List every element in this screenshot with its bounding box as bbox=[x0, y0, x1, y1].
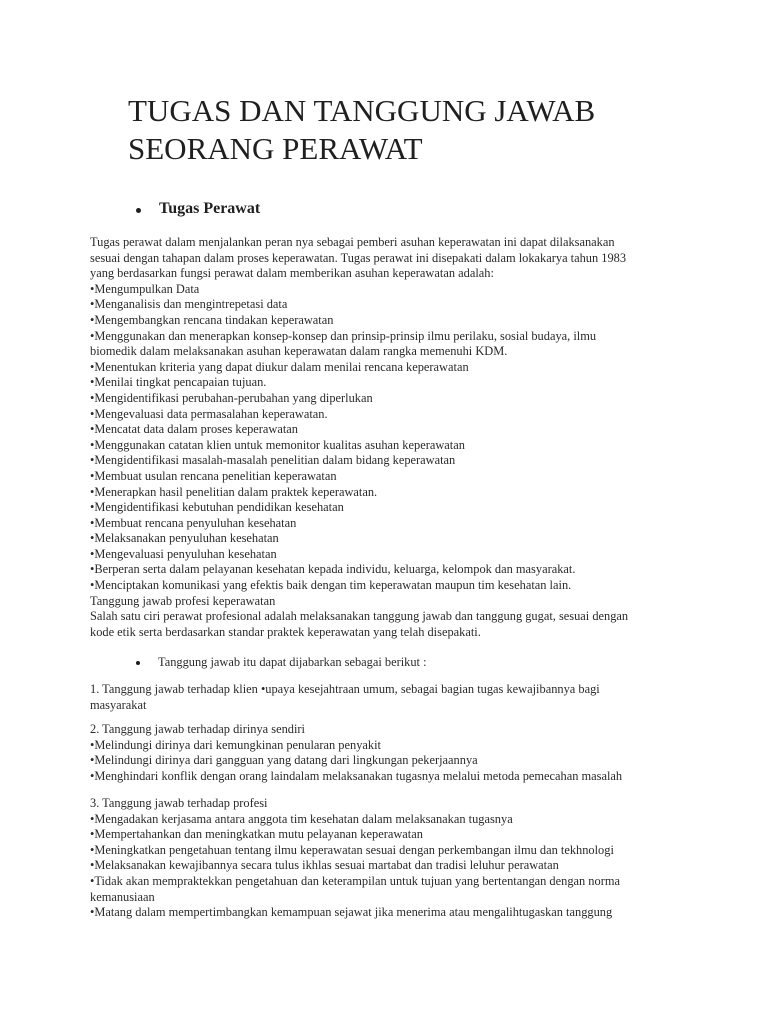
title-line-2: SEORANG PERAWAT bbox=[128, 131, 423, 166]
text-line: •Mengidentifikasi kebutuhan pendidikan kesehatan bbox=[90, 500, 344, 515]
text-line: •Membuat rencana penyuluhan kesehatan bbox=[90, 515, 297, 530]
title-line-1: TUGAS DAN TANGGUNG JAWAB bbox=[128, 93, 596, 128]
text-line: •Mengadakan kerjasama antara anggota tim kesehatan dalam melaksanakan tugasnya bbox=[90, 811, 513, 826]
text-line: •Menggunakan dan menerapkan konsep-konsep dan prinsip-prinsip ilmu perilaku, sosial budaya, ilmu bbox=[90, 328, 597, 343]
responsibility-client bbox=[90, 682, 670, 713]
text-line: 3. Tanggung jawab terhadap profesi bbox=[90, 796, 268, 810]
text-line: •Tidak akan mempraktekkan pengetahuan dan keterampilan untuk tujuan yang bertentangan dengan norma bbox=[90, 873, 620, 888]
text-line: •Menciptakan komunikasi yang efektis baik dengan tim keperawatan maupun tim kesehatan lain. bbox=[90, 578, 572, 593]
responsibility-profession bbox=[90, 796, 670, 921]
text-line: kode etik serta berdasarkan standar praktek keperawatan yang telah disepakati. bbox=[90, 624, 481, 639]
text-line: •Melaksanakan kewajibannya secara tulus ikhlas sesuai martabat dan tradisi leluhur perawatan bbox=[90, 858, 559, 873]
text-line: •Menilai tingkat pencapaian tujuan. bbox=[90, 375, 267, 390]
text-line: Tanggung jawab profesi keperawatan bbox=[90, 593, 276, 608]
responsibility-self bbox=[90, 722, 670, 784]
text-line: sesuai dengan tahapan dalam proses keperawatan. Tugas perawat ini disepakati dalam lokakarya tahun 1983 bbox=[90, 250, 627, 265]
sub-heading bbox=[136, 655, 427, 670]
text-line: •Mengembangkan rencana tindakan keperawatan bbox=[90, 312, 334, 327]
text-line: yang berdasarkan fungsi perawat dalam memberikan asuhan keperawatan adalah: bbox=[90, 266, 494, 281]
section-heading bbox=[136, 200, 260, 218]
section-heading-text: Tugas Perawat bbox=[159, 200, 261, 217]
bullet-icon bbox=[136, 208, 141, 213]
text-line: masyarakat bbox=[90, 697, 147, 712]
text-line: 1. Tanggung jawab terhadap klien •upaya kesejahtraan umum, sebagai bagian tugas kewajibannya bagi bbox=[90, 682, 600, 696]
text-line: •Menghindari konflik dengan orang laindalam melaksanakan tugasnya melalui metoda pemecahan masalah bbox=[90, 768, 623, 783]
text-line: •Mempertahankan dan meningkatkan mutu pelayanan keperawatan bbox=[90, 827, 423, 842]
sub-heading-text: Tanggung jawab itu dapat dijabarkan sebagai berikut : bbox=[158, 655, 427, 669]
text-line: Tugas perawat dalam menjalankan peran nya sebagai pemberi asuhan keperawatan ini dapat dilaksanakan bbox=[90, 235, 615, 249]
text-line: •Melaksanakan penyuluhan kesehatan bbox=[90, 531, 279, 546]
text-line: •Menentukan kriteria yang dapat diukur dalam menilai rencana keperawatan bbox=[90, 359, 469, 374]
text-line: •Melindungi dirinya dari kemungkinan penularan penyakit bbox=[90, 737, 381, 752]
text-line: •Mengevaluasi data permasalahan keperawatan. bbox=[90, 406, 328, 421]
text-line: kemanusiaan bbox=[90, 889, 155, 904]
text-line: biomedik dalam melaksanakan asuhan keperawatan dalam rangka memenuhi KDM. bbox=[90, 344, 508, 359]
text-line: •Matang dalam mempertimbangkan kemampuan sejawat jika menerima atau mengalihtugaskan tanggung bbox=[90, 905, 613, 920]
text-line: •Mengevaluasi penyuluhan kesehatan bbox=[90, 546, 277, 561]
text-line: •Mencatat data dalam proses keperawatan bbox=[90, 422, 298, 437]
tasks-block bbox=[90, 235, 670, 640]
text-line: 2. Tanggung jawab terhadap dirinya sendiri bbox=[90, 722, 305, 736]
text-line: •Menggunakan catatan klien untuk memonitor kualitas asuhan keperawatan bbox=[90, 437, 465, 452]
page-title bbox=[128, 92, 728, 168]
text-line: •Mengidentifikasi perubahan-perubahan yang diperlukan bbox=[90, 390, 373, 405]
text-line: •Melindungi dirinya dari gangguan yang datang dari lingkungan pekerjaannya bbox=[90, 753, 478, 768]
text-line: •Mengumpulkan Data bbox=[90, 281, 200, 296]
text-line: •Berperan serta dalam pelayanan kesehatan kepada individu, keluarga, kelompok dan masyarakat. bbox=[90, 562, 576, 577]
text-line: Salah satu ciri perawat profesional adalah melaksanakan tanggung jawab dan tanggung gugat, sesuai dengan bbox=[90, 609, 629, 624]
text-line: •Membuat usulan rencana penelitian keperawatan bbox=[90, 468, 337, 483]
text-line: •Mengidentifikasi masalah-masalah penelitian dalam bidang keperawatan bbox=[90, 453, 456, 468]
text-line: •Meningkatkan pengetahuan tentang ilmu keperawatan sesuai dengan perkembangan ilmu dan tekhnologi bbox=[90, 842, 614, 857]
text-line: •Menerapkan hasil penelitian dalam praktek keperawatan. bbox=[90, 484, 378, 499]
text-line: •Menganalisis dan mengintrepetasi data bbox=[90, 297, 288, 312]
bullet-icon bbox=[136, 661, 140, 665]
